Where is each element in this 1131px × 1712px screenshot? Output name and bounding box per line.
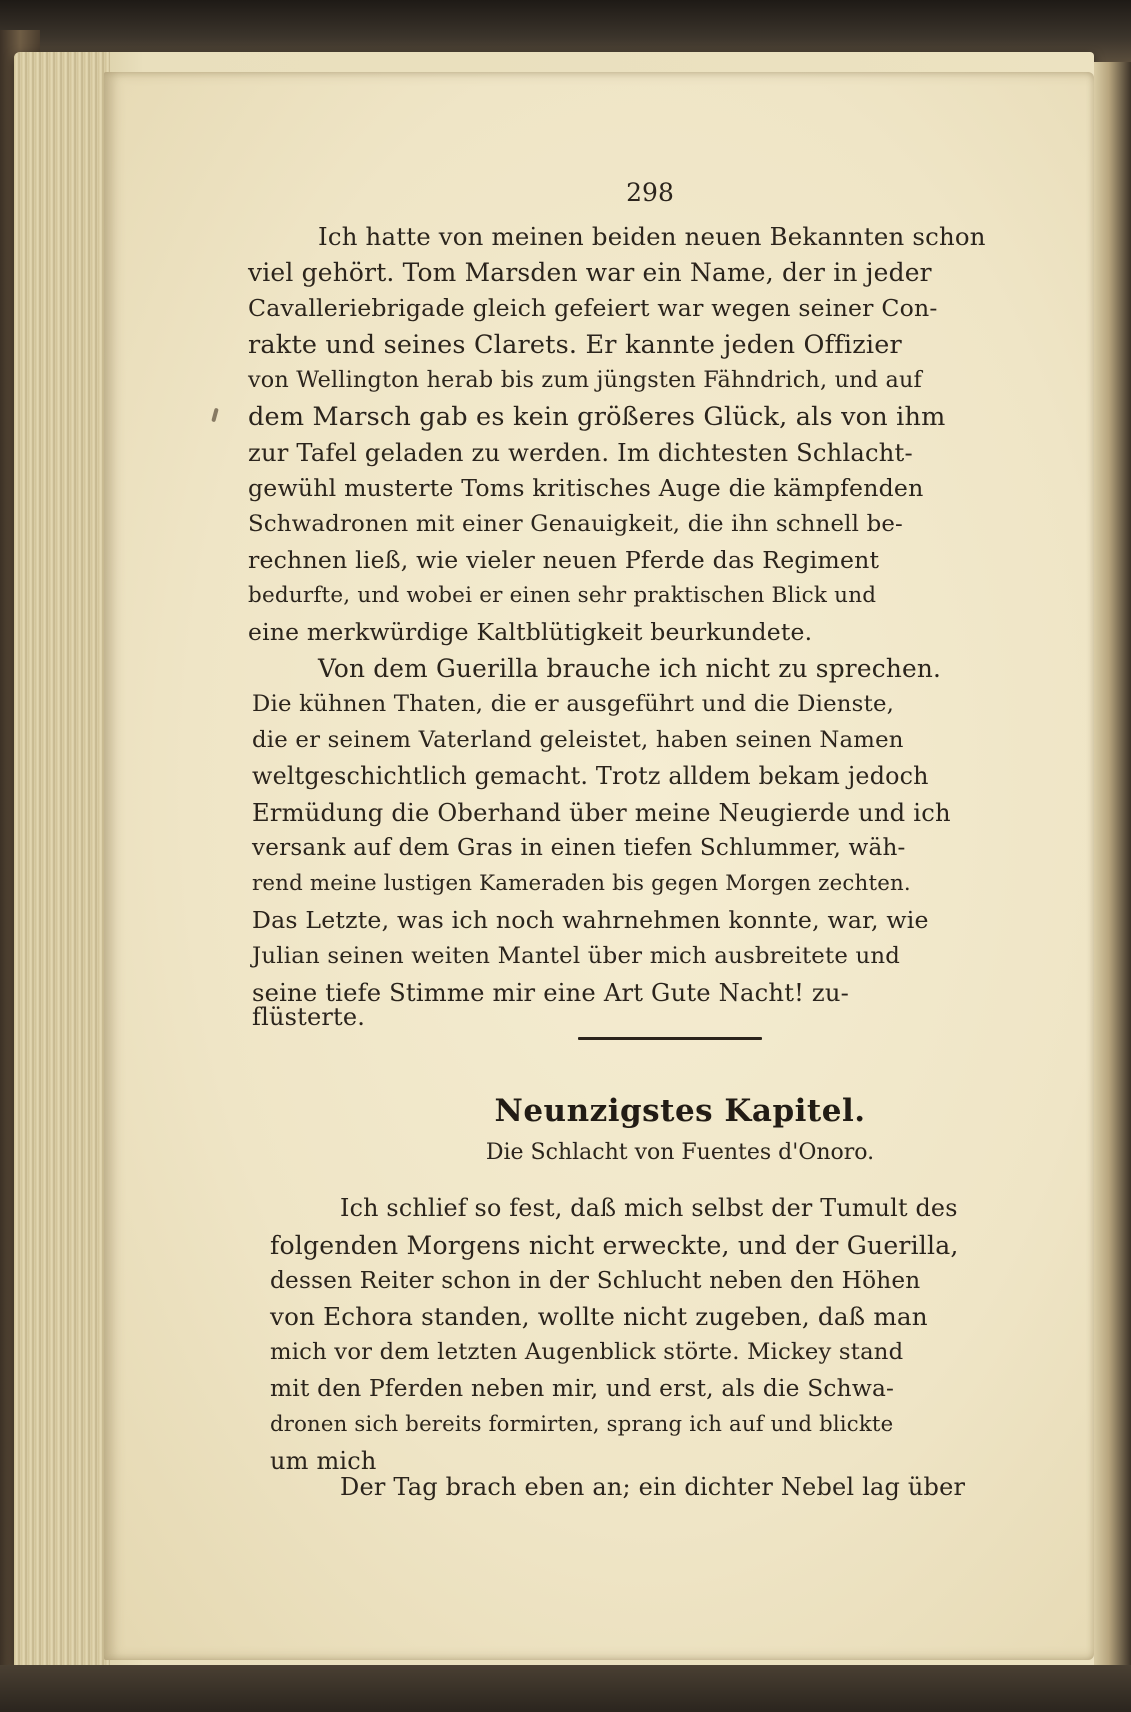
paragraph-line: dem Marsch gab es kein größeres Glück, als von ihm [248,402,946,432]
paragraph-line: Das Letzte, was ich noch wahrnehmen konnte, war, wie [252,906,929,934]
paragraph-line: Die kühnen Thaten, die er ausgeführt und die Dienste, [252,691,895,717]
book-right-edge [1094,62,1131,1682]
section-divider [578,1037,762,1040]
paragraph-line: mit den Pferden neben mir, und erst, als die Schwa- [270,1375,895,1402]
chapter-title: Neunzigstes Kapitel. [494,1093,866,1129]
paragraph-line: bedurfte, und wobei er einen sehr praktischen Blick und [248,583,877,608]
paragraph-line: eine merkwürdige Kaltblütigkeit beurkundete. [248,618,813,646]
paragraph-line: Ich schlief so fest, daß mich selbst der Tumult des [340,1194,958,1222]
paragraph-line: Von dem Guerilla brauche ich nicht zu sprechen. [318,654,942,683]
paragraph-line: rechnen ließ, wie vieler neuen Pferde das Regiment [248,546,880,574]
paragraph-line: Ermüdung die Oberhand über meine Neugierde und ich [252,799,951,827]
paragraph-line: Julian seinen weiten Mantel über mich ausbreitete und [252,943,901,969]
paragraph-line: weltgeschichtlich gemacht. Trotz alldem bekam jedoch [252,762,929,790]
paragraph-line: viel gehört. Tom Marsden war ein Name, der in jeder [248,258,932,287]
paragraph-line: Der Tag brach eben an; ein dichter Nebel lag über [340,1473,966,1501]
paragraph-line: rend meine lustigen Kameraden bis gegen Morgen zechten. [252,871,911,896]
paragraph-line: Ich hatte von meinen beiden neuen Bekannten schon [318,222,986,251]
paragraph-line: dronen sich bereits formirten, sprang ich auf und blickte [270,1411,894,1436]
book-bottom-edge [0,1665,1131,1712]
paragraph-line: gewühl musterte Toms kritisches Auge die kämpfenden [248,474,924,502]
paragraph-line: rakte und seines Clarets. Er kannte jeden Offizier [248,330,902,360]
paragraph-line: mich vor dem letzten Augenblick störte. Mickey stand [270,1339,904,1365]
paragraph-line: folgenden Morgens nicht erweckte, und der Guerilla, [270,1231,959,1260]
paragraph-line: um mich [270,1447,377,1475]
page-edge-stack [14,52,110,1670]
paragraph-line: dessen Reiter schon in der Schlucht neben den Höhen [270,1267,921,1294]
page-number: 298 [626,178,674,207]
paragraph-line: zur Tafel geladen zu werden. Im dichtesten Schlacht- [248,439,913,467]
paragraph-line: Schwadronen mit einer Genauigkeit, die ihn schnell be- [248,511,903,537]
paragraph-line: flüsterte. [252,1003,366,1031]
paragraph-line: versank auf dem Gras in einen tiefen Schlummer, wäh- [252,835,906,861]
paragraph-line: von Echora standen, wollte nicht zugeben, daß man [270,1302,928,1331]
paragraph-line: Cavalleriebrigade gleich gefeiert war wegen seiner Con- [248,294,938,322]
paragraph-line: die er seinem Vaterland geleistet, haben seinen Namen [252,727,904,753]
chapter-subtitle: Die Schlacht von Fuentes d'Onoro. [485,1140,875,1165]
paragraph-line: von Wellington herab bis zum jüngsten Fähndrich, und auf [248,367,922,393]
paragraph-line: seine tiefe Stimme mir eine Art Gute Nacht! zu- [252,979,850,1007]
